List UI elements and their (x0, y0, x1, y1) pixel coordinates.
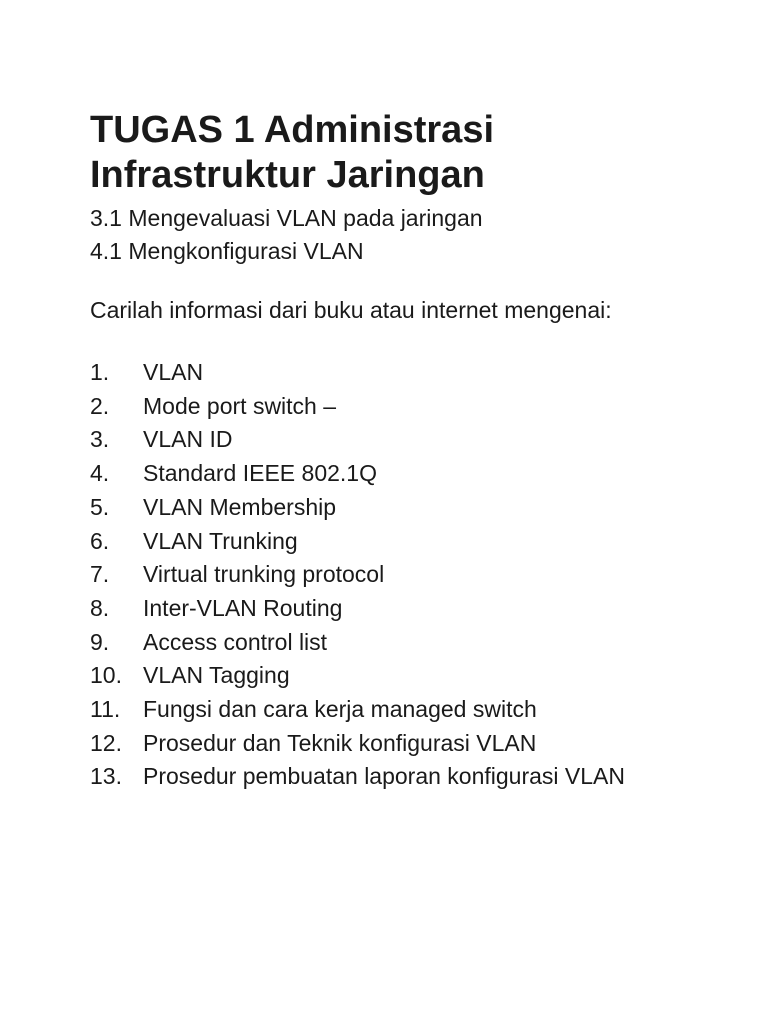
list-item-text: Fungsi dan cara kerja managed switch (143, 696, 537, 723)
list-item-text: Mode port switch – (143, 392, 337, 419)
list-item (90, 390, 740, 424)
list-item (90, 423, 740, 457)
list-item-text: VLAN Tagging (143, 662, 290, 689)
list-item (90, 491, 740, 525)
list-item-number: 3. (90, 426, 110, 453)
list-item (90, 760, 740, 794)
title-line-2: Infrastruktur Jaringan (90, 154, 485, 196)
list-item-number: 2. (90, 392, 110, 419)
list-item-text: Inter-VLAN Routing (143, 594, 343, 621)
list-item-number: 6. (90, 527, 110, 554)
list-item-number: 13. (90, 763, 122, 790)
list-item (90, 592, 740, 626)
list-item-text: Standard IEEE 802.1Q (143, 460, 377, 487)
topic-list (90, 356, 740, 794)
document-page (90, 108, 740, 794)
list-item-number: 8. (90, 594, 110, 621)
list-item-number: 5. (90, 493, 110, 520)
list-item-number: 7. (90, 561, 110, 588)
subtitle-competency-4-1: 4.1 Mengkonfigurasi VLAN (90, 238, 364, 264)
list-item-text: VLAN (143, 359, 204, 385)
list-item-number: 12. (90, 729, 122, 756)
list-item-text: VLAN Trunking (143, 527, 298, 554)
list-item (90, 525, 740, 559)
list-item-number: 11. (90, 696, 121, 723)
list-item (90, 626, 740, 660)
list-item (90, 356, 740, 390)
list-item (90, 693, 740, 727)
list-item-number: 9. (90, 628, 110, 655)
list-item (90, 558, 740, 592)
list-item (90, 659, 740, 693)
subtitle-competency-3-1: 3.1 Mengevaluasi VLAN pada jaringan (90, 205, 483, 231)
list-item-number: 1. (90, 359, 110, 385)
list-item-text: Access control list (143, 628, 328, 655)
list-item-number: 4. (90, 460, 110, 487)
title-line-1: TUGAS 1 Administrasi (90, 109, 495, 151)
list-item-text: Prosedur dan Teknik konfigurasi VLAN (143, 729, 537, 756)
list-item-text: VLAN ID (143, 426, 233, 453)
list-item (90, 727, 740, 761)
list-item-number: 10. (90, 662, 122, 689)
list-item (90, 457, 740, 491)
list-item-text: Prosedur pembuatan laporan konfigurasi VLAN (143, 763, 626, 790)
list-item-text: Virtual trunking protocol (143, 561, 385, 588)
intro-text: Carilah informasi dari buku atau internet mengenai: (90, 297, 612, 323)
list-item-text: VLAN Membership (143, 493, 337, 520)
document-title (90, 108, 740, 198)
